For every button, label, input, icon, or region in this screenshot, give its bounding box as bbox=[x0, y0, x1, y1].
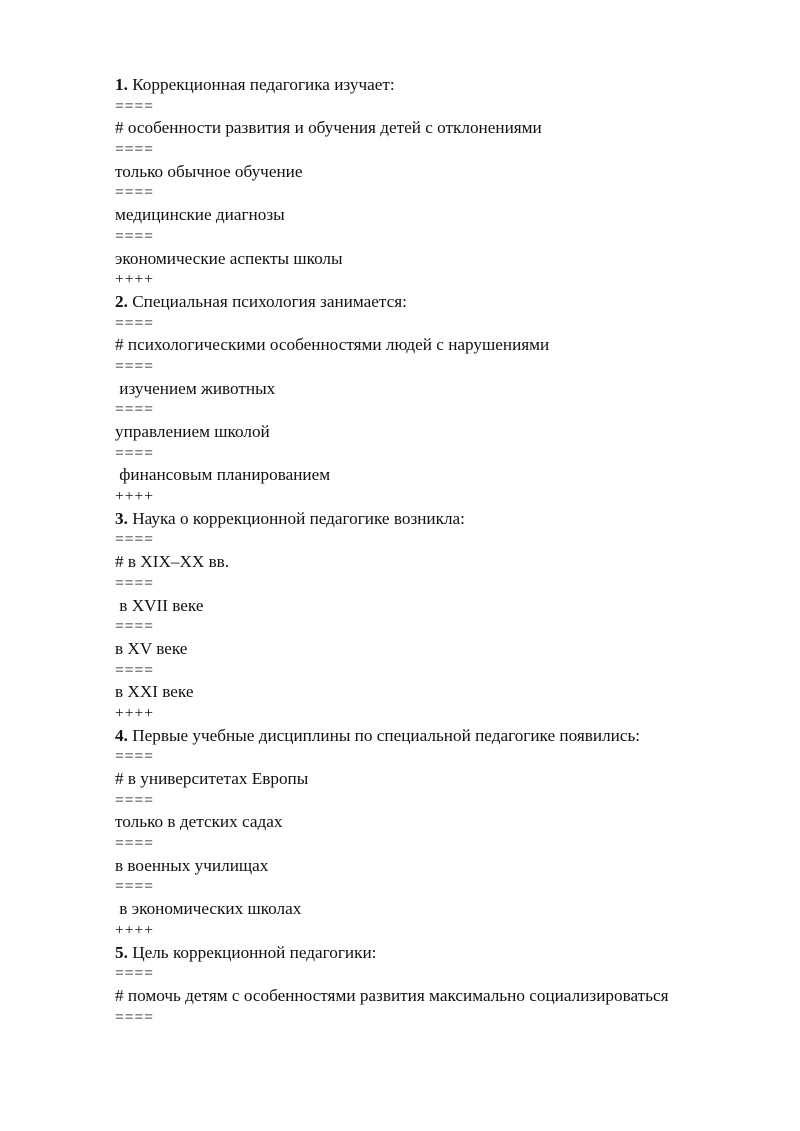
answer-option: экономические аспекты школы bbox=[115, 248, 343, 268]
question-text: Наука о коррекционной педагогике возникла: bbox=[127, 508, 465, 528]
option-separator: ==== bbox=[115, 97, 154, 115]
option-separator: ==== bbox=[115, 357, 154, 375]
question-separator: ++++ bbox=[115, 271, 154, 289]
question-text: Коррекционная педагогика изучает: bbox=[127, 75, 395, 94]
option-separator: ==== bbox=[115, 661, 154, 679]
question-line bbox=[115, 725, 775, 747]
option-separator: ==== bbox=[115, 531, 154, 549]
option-separator: ==== bbox=[115, 141, 154, 159]
answer-option: изучением животных bbox=[115, 378, 276, 398]
question-number: 2. bbox=[115, 291, 128, 311]
question-text: Цель коррекционной педагогики: bbox=[127, 942, 377, 962]
answer-option: в XXI веке bbox=[115, 682, 194, 702]
option-separator: ==== bbox=[115, 444, 154, 462]
option-separator: ==== bbox=[115, 965, 154, 983]
question-text: Первые учебные дисциплины по специальной педагогике появились: bbox=[127, 725, 641, 745]
question-line bbox=[115, 942, 775, 964]
question-text: Специальная психология занимается: bbox=[127, 291, 407, 311]
answer-option: в военных училищах bbox=[115, 855, 269, 875]
option-separator: ==== bbox=[115, 227, 154, 245]
question-line bbox=[115, 508, 775, 530]
option-separator: ==== bbox=[115, 791, 154, 809]
option-separator: ==== bbox=[115, 574, 154, 592]
question-number: 3. bbox=[115, 508, 128, 528]
answer-option: управлением школой bbox=[115, 422, 270, 441]
question-separator: ++++ bbox=[115, 704, 154, 722]
answer-option-correct: # в университетах Европы bbox=[115, 769, 309, 788]
answer-option-correct: # психологическими особенностями людей с нарушениями bbox=[115, 335, 550, 355]
question-line bbox=[115, 74, 775, 96]
test-questions bbox=[115, 74, 775, 1028]
question-line bbox=[115, 291, 775, 313]
question-number: 1. bbox=[115, 75, 128, 94]
question-number: 5. bbox=[115, 942, 128, 962]
question-separator: ++++ bbox=[115, 921, 154, 939]
answer-option: только обычное обучение bbox=[115, 161, 303, 181]
option-separator: ==== bbox=[115, 835, 154, 853]
option-separator: ==== bbox=[115, 748, 154, 766]
question-separator: ++++ bbox=[115, 488, 154, 506]
answer-option: в экономических школах bbox=[115, 899, 302, 919]
answer-option: только в детских садах bbox=[115, 812, 283, 832]
answer-option: финансовым планированием bbox=[115, 465, 331, 485]
answer-option: медицинские диагнозы bbox=[115, 205, 285, 225]
answer-option-correct: # помочь детям с особенностями развития максимально социализироваться bbox=[115, 985, 669, 1005]
answer-option: в XVII веке bbox=[115, 595, 204, 615]
option-separator: ==== bbox=[115, 314, 154, 332]
option-separator: ==== bbox=[115, 401, 154, 419]
answer-option-correct: # в XIX–XX вв. bbox=[115, 552, 230, 572]
answer-option-correct: # особенности развития и обучения детей с отклонениями bbox=[115, 118, 542, 138]
answer-option: в XV веке bbox=[115, 638, 188, 658]
option-separator: ==== bbox=[115, 878, 154, 896]
option-separator: ==== bbox=[115, 618, 154, 636]
option-separator: ==== bbox=[115, 1008, 154, 1026]
question-number: 4. bbox=[115, 725, 128, 745]
option-separator: ==== bbox=[115, 184, 154, 202]
